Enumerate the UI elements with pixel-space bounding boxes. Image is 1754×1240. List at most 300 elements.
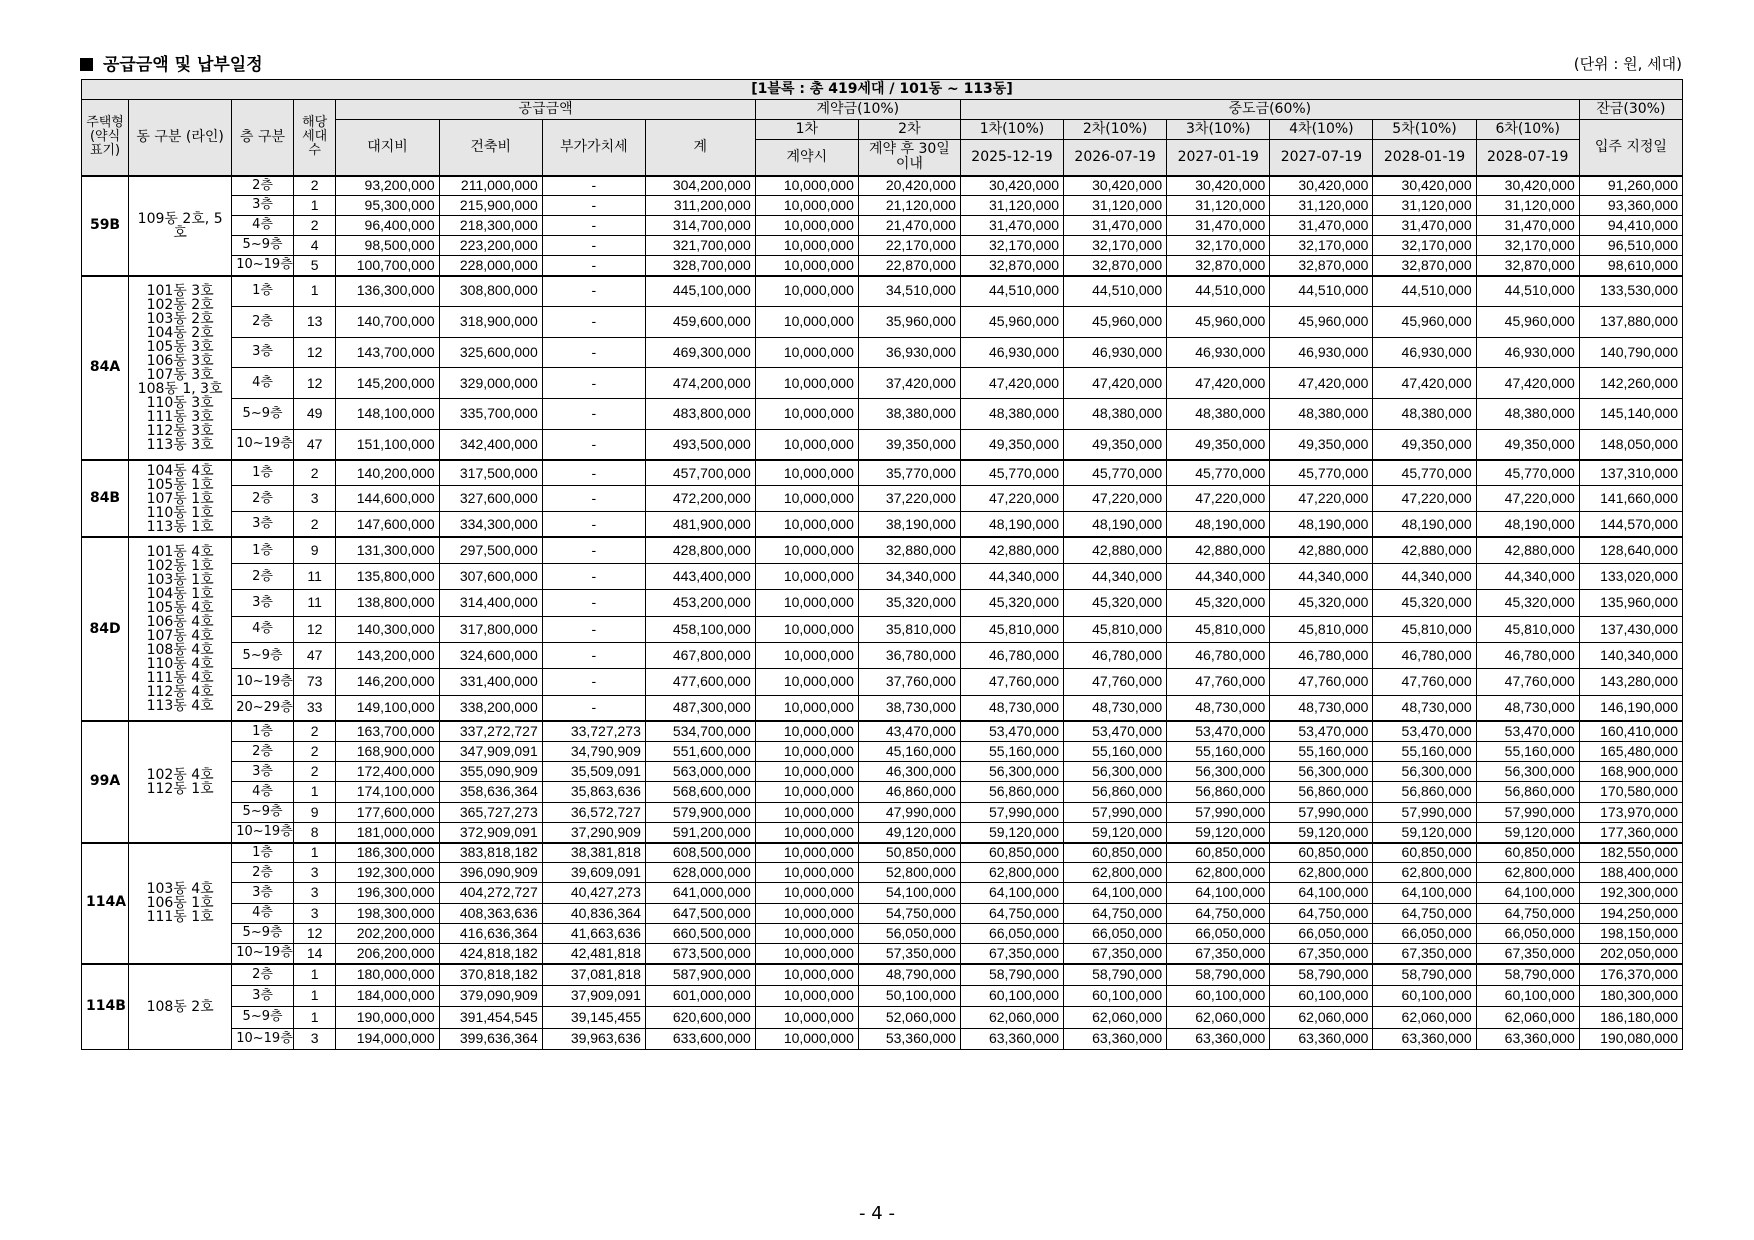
vat-cell: 37,081,818 — [542, 964, 645, 986]
vat-cell: - — [542, 429, 645, 460]
land-cell: 93,200,000 — [336, 176, 439, 196]
vat-cell: 42,481,818 — [542, 943, 645, 963]
floor-cell: 10~19층 — [232, 429, 294, 460]
table-row — [82, 176, 1683, 196]
table-row — [82, 643, 1683, 669]
middle-payment-cell: 46,780,000 — [1167, 643, 1270, 669]
middle-payment-cell: 47,420,000 — [1064, 368, 1167, 399]
contract-1-cell: 10,000,000 — [755, 903, 858, 923]
floor-cell: 1층 — [232, 721, 294, 741]
total-cell: 472,200,000 — [645, 486, 755, 512]
households-cell: 12 — [293, 337, 336, 368]
floor-cell: 2층 — [232, 486, 294, 512]
contract-1-cell: 10,000,000 — [755, 943, 858, 963]
dong-line: 106동 3호 — [146, 352, 214, 369]
header-middle-3: 3차(10%) — [1167, 120, 1270, 140]
total-cell: 591,200,000 — [645, 822, 755, 842]
dong-line: 104동 2호 — [146, 324, 214, 341]
middle-payment-cell: 58,790,000 — [1373, 964, 1476, 986]
floor-cell: 10~19층 — [232, 669, 294, 695]
contract-1-cell: 10,000,000 — [755, 399, 858, 430]
table-row — [82, 1028, 1683, 1050]
households-cell: 2 — [293, 742, 336, 762]
land-cell: 202,200,000 — [336, 923, 439, 943]
total-cell: 579,900,000 — [645, 802, 755, 822]
floor-cell: 4층 — [232, 216, 294, 236]
total-cell: 601,000,000 — [645, 985, 755, 1007]
middle-payment-cell: 46,930,000 — [1476, 337, 1579, 368]
middle-payment-cell: 42,880,000 — [1476, 537, 1579, 563]
vat-cell: 37,290,909 — [542, 822, 645, 842]
floor-cell: 4층 — [232, 782, 294, 802]
building-cell: 342,400,000 — [439, 429, 542, 460]
dong-line: 110동 4호 — [146, 656, 214, 673]
middle-payment-cell: 48,380,000 — [1373, 399, 1476, 430]
total-cell: 304,200,000 — [645, 176, 755, 196]
land-cell: 143,700,000 — [336, 337, 439, 368]
households-cell: 1 — [293, 843, 336, 863]
total-cell: 620,600,000 — [645, 1007, 755, 1029]
floor-cell: 2층 — [232, 176, 294, 196]
floor-cell: 10~19층 — [232, 256, 294, 276]
contract-1-cell: 10,000,000 — [755, 964, 858, 986]
building-cell: 307,600,000 — [439, 564, 542, 590]
contract-1-cell: 10,000,000 — [755, 985, 858, 1007]
middle-payment-cell: 56,860,000 — [1476, 782, 1579, 802]
middle-payment-cell: 53,470,000 — [1476, 721, 1579, 741]
balance-cell: 160,410,000 — [1579, 721, 1682, 741]
middle-payment-cell: 45,320,000 — [1167, 590, 1270, 616]
middle-payment-cell: 46,930,000 — [960, 337, 1063, 368]
middle-payment-cell: 64,100,000 — [1373, 883, 1476, 903]
vat-cell: - — [542, 537, 645, 563]
contract-2-cell: 46,300,000 — [858, 762, 960, 782]
middle-payment-cell: 31,120,000 — [1373, 196, 1476, 216]
contract-1-cell: 10,000,000 — [755, 762, 858, 782]
floor-cell: 20~29층 — [232, 695, 294, 721]
total-cell: 469,300,000 — [645, 337, 755, 368]
households-cell: 12 — [293, 616, 336, 642]
middle-payment-cell: 55,160,000 — [960, 742, 1063, 762]
balance-cell: 194,250,000 — [1579, 903, 1682, 923]
middle-payment-cell: 46,930,000 — [1270, 337, 1373, 368]
table-row — [82, 1007, 1683, 1029]
vat-cell: - — [542, 256, 645, 276]
balance-cell: 180,300,000 — [1579, 985, 1682, 1007]
dong-line: 108동 4호 — [146, 642, 214, 659]
middle-payment-cell: 48,190,000 — [1167, 512, 1270, 538]
floor-cell: 3층 — [232, 512, 294, 538]
middle-payment-cell: 31,120,000 — [1270, 196, 1373, 216]
building-cell: 211,000,000 — [439, 176, 542, 196]
middle-payment-cell: 57,990,000 — [1476, 802, 1579, 822]
total-cell: 481,900,000 — [645, 512, 755, 538]
contract-1-cell: 10,000,000 — [755, 1028, 858, 1050]
building-cell: 379,090,909 — [439, 985, 542, 1007]
table-row — [82, 429, 1683, 460]
households-cell: 2 — [293, 216, 336, 236]
middle-payment-cell: 63,360,000 — [1064, 1028, 1167, 1050]
balance-cell: 186,180,000 — [1579, 1007, 1682, 1029]
middle-payment-cell: 47,760,000 — [1064, 669, 1167, 695]
middle-payment-cell: 47,760,000 — [960, 669, 1063, 695]
middle-payment-cell: 45,810,000 — [1373, 616, 1476, 642]
table-row — [82, 742, 1683, 762]
contract-1-cell: 10,000,000 — [755, 196, 858, 216]
contract-1-cell: 10,000,000 — [755, 306, 858, 337]
building-cell: 337,272,727 — [439, 721, 542, 741]
balance-cell: 177,360,000 — [1579, 822, 1682, 842]
building-cell: 297,500,000 — [439, 537, 542, 563]
dong-lines-cell — [129, 460, 232, 537]
middle-payment-cell: 62,060,000 — [960, 1007, 1063, 1029]
contract-2-cell: 38,380,000 — [858, 399, 960, 430]
dong-lines-cell — [129, 537, 232, 721]
middle-payment-cell: 60,850,000 — [1270, 843, 1373, 863]
header-middle-4-date: 2027-07-19 — [1270, 140, 1373, 176]
households-cell: 2 — [293, 176, 336, 196]
middle-payment-cell: 63,360,000 — [960, 1028, 1063, 1050]
middle-payment-cell: 57,990,000 — [960, 802, 1063, 822]
middle-payment-cell: 49,350,000 — [1373, 429, 1476, 460]
middle-payment-cell: 56,300,000 — [1167, 762, 1270, 782]
dong-line: 105동 4호 — [146, 600, 214, 617]
middle-payment-cell: 44,510,000 — [1373, 276, 1476, 307]
middle-payment-cell: 46,780,000 — [1476, 643, 1579, 669]
building-cell: 391,454,545 — [439, 1007, 542, 1029]
middle-payment-cell: 46,780,000 — [1270, 643, 1373, 669]
dong-line: 102동 1호 — [146, 558, 214, 575]
middle-payment-cell: 53,470,000 — [1270, 721, 1373, 741]
total-cell: 314,700,000 — [645, 216, 755, 236]
floor-cell: 2층 — [232, 564, 294, 590]
contract-2-cell: 39,350,000 — [858, 429, 960, 460]
middle-payment-cell: 46,930,000 — [1167, 337, 1270, 368]
households-cell: 5 — [293, 256, 336, 276]
total-cell: 628,000,000 — [645, 863, 755, 883]
middle-payment-cell: 32,870,000 — [960, 256, 1063, 276]
header-dong: 동 구분 (라인) — [129, 100, 232, 176]
floor-cell: 3층 — [232, 762, 294, 782]
header-total: 계 — [645, 120, 755, 176]
middle-payment-cell: 62,060,000 — [1476, 1007, 1579, 1029]
type-cell: 99A — [82, 721, 129, 842]
middle-payment-cell: 46,930,000 — [1373, 337, 1476, 368]
contract-1-cell: 10,000,000 — [755, 256, 858, 276]
vat-cell: 35,509,091 — [542, 762, 645, 782]
middle-payment-cell: 62,800,000 — [1270, 863, 1373, 883]
middle-payment-cell: 45,810,000 — [1270, 616, 1373, 642]
middle-payment-cell: 59,120,000 — [960, 822, 1063, 842]
balance-cell: 202,050,000 — [1579, 943, 1682, 963]
contract-2-cell: 45,160,000 — [858, 742, 960, 762]
middle-payment-cell: 62,800,000 — [1064, 863, 1167, 883]
floor-cell: 4층 — [232, 368, 294, 399]
balance-cell: 143,280,000 — [1579, 669, 1682, 695]
type-cell: 84B — [82, 460, 129, 537]
middle-payment-cell: 47,420,000 — [1476, 368, 1579, 399]
table-row — [82, 564, 1683, 590]
table-row — [82, 822, 1683, 842]
unit-note: (단위 : 원, 세대) — [1573, 55, 1682, 73]
vat-cell: - — [542, 196, 645, 216]
middle-payment-cell: 31,470,000 — [1167, 216, 1270, 236]
vat-cell: - — [542, 460, 645, 486]
dong-line: 105동 1호 — [146, 476, 214, 493]
middle-payment-cell: 42,880,000 — [1167, 537, 1270, 563]
middle-payment-cell: 31,120,000 — [1476, 196, 1579, 216]
building-cell: 324,600,000 — [439, 643, 542, 669]
floor-cell: 4층 — [232, 616, 294, 642]
middle-payment-cell: 66,050,000 — [1064, 923, 1167, 943]
middle-payment-cell: 47,760,000 — [1167, 669, 1270, 695]
dong-line: 109동 2호, 5호 — [137, 210, 223, 241]
block-title: [1블록 : 총 419세대 / 101동 ~ 113동] — [82, 80, 1683, 100]
building-cell: 215,900,000 — [439, 196, 542, 216]
balance-cell: 137,430,000 — [1579, 616, 1682, 642]
households-cell: 1 — [293, 782, 336, 802]
middle-payment-cell: 30,420,000 — [1270, 176, 1373, 196]
land-cell: 174,100,000 — [336, 782, 439, 802]
page-number: - 4 - — [859, 1203, 895, 1224]
middle-payment-cell: 47,760,000 — [1373, 669, 1476, 695]
total-cell: 673,500,000 — [645, 943, 755, 963]
households-cell: 2 — [293, 512, 336, 538]
middle-payment-cell: 64,100,000 — [1270, 883, 1373, 903]
middle-payment-cell: 45,320,000 — [1270, 590, 1373, 616]
total-cell: 483,800,000 — [645, 399, 755, 430]
balance-cell: 135,960,000 — [1579, 590, 1682, 616]
middle-payment-cell: 44,510,000 — [1270, 276, 1373, 307]
vat-cell: 33,727,273 — [542, 721, 645, 741]
header-middle: 중도금(60%) — [960, 100, 1579, 120]
contract-2-cell: 35,320,000 — [858, 590, 960, 616]
floor-cell: 5~9층 — [232, 236, 294, 256]
land-cell: 206,200,000 — [336, 943, 439, 963]
balance-cell: 165,480,000 — [1579, 742, 1682, 762]
total-cell: 660,500,000 — [645, 923, 755, 943]
middle-payment-cell: 45,320,000 — [960, 590, 1063, 616]
middle-payment-cell: 30,420,000 — [1167, 176, 1270, 196]
contract-1-cell: 10,000,000 — [755, 236, 858, 256]
middle-payment-cell: 44,340,000 — [1270, 564, 1373, 590]
vat-cell: - — [542, 695, 645, 721]
building-cell: 228,000,000 — [439, 256, 542, 276]
middle-payment-cell: 60,100,000 — [960, 985, 1063, 1007]
building-cell: 308,800,000 — [439, 276, 542, 307]
land-cell: 138,800,000 — [336, 590, 439, 616]
type-cell: 114B — [82, 964, 129, 1050]
vat-cell: 35,863,636 — [542, 782, 645, 802]
contract-2-cell: 43,470,000 — [858, 721, 960, 741]
balance-cell: 192,300,000 — [1579, 883, 1682, 903]
vat-cell: 34,790,909 — [542, 742, 645, 762]
middle-payment-cell: 60,100,000 — [1270, 985, 1373, 1007]
contract-2-cell: 22,170,000 — [858, 236, 960, 256]
contract-2-cell: 34,510,000 — [858, 276, 960, 307]
land-cell: 180,000,000 — [336, 964, 439, 986]
table-row — [82, 923, 1683, 943]
middle-payment-cell: 55,160,000 — [1476, 742, 1579, 762]
floor-cell: 10~19층 — [232, 822, 294, 842]
households-cell: 13 — [293, 306, 336, 337]
middle-payment-cell: 48,190,000 — [1373, 512, 1476, 538]
total-cell: 551,600,000 — [645, 742, 755, 762]
contract-1-cell: 10,000,000 — [755, 486, 858, 512]
dong-line: 111동 1호 — [146, 909, 214, 926]
table-row — [82, 256, 1683, 276]
table-row — [82, 843, 1683, 863]
middle-payment-cell: 49,350,000 — [1476, 429, 1579, 460]
middle-payment-cell: 59,120,000 — [1270, 822, 1373, 842]
middle-payment-cell: 62,060,000 — [1167, 1007, 1270, 1029]
middle-payment-cell: 32,870,000 — [1167, 256, 1270, 276]
middle-payment-cell: 63,360,000 — [1476, 1028, 1579, 1050]
middle-payment-cell: 45,770,000 — [960, 460, 1063, 486]
balance-cell: 94,410,000 — [1579, 216, 1682, 236]
header-building: 건축비 — [439, 120, 542, 176]
middle-payment-cell: 45,960,000 — [1373, 306, 1476, 337]
dong-line: 113동 3호 — [146, 436, 214, 453]
middle-payment-cell: 49,350,000 — [1167, 429, 1270, 460]
balance-cell: 137,880,000 — [1579, 306, 1682, 337]
vat-cell: 39,963,636 — [542, 1028, 645, 1050]
middle-payment-cell: 32,170,000 — [1167, 236, 1270, 256]
header-middle-5: 5차(10%) — [1373, 120, 1476, 140]
middle-payment-cell: 58,790,000 — [1167, 964, 1270, 986]
middle-payment-cell: 48,380,000 — [1167, 399, 1270, 430]
middle-payment-cell: 56,860,000 — [1064, 782, 1167, 802]
contract-2-cell: 56,050,000 — [858, 923, 960, 943]
middle-payment-cell: 32,870,000 — [1270, 256, 1373, 276]
middle-payment-cell: 63,360,000 — [1167, 1028, 1270, 1050]
middle-payment-cell: 47,220,000 — [1064, 486, 1167, 512]
balance-cell: 188,400,000 — [1579, 863, 1682, 883]
contract-2-cell: 52,800,000 — [858, 863, 960, 883]
middle-payment-cell: 31,470,000 — [1064, 216, 1167, 236]
middle-payment-cell: 67,350,000 — [1064, 943, 1167, 963]
middle-payment-cell: 47,220,000 — [1270, 486, 1373, 512]
contract-2-cell: 47,990,000 — [858, 802, 960, 822]
middle-payment-cell: 45,770,000 — [1270, 460, 1373, 486]
middle-payment-cell: 31,470,000 — [960, 216, 1063, 236]
contract-2-cell: 36,780,000 — [858, 643, 960, 669]
balance-cell: 170,580,000 — [1579, 782, 1682, 802]
vat-cell: - — [542, 643, 645, 669]
total-cell: 563,000,000 — [645, 762, 755, 782]
middle-payment-cell: 67,350,000 — [1270, 943, 1373, 963]
middle-payment-cell: 46,780,000 — [960, 643, 1063, 669]
dong-line: 110동 3호 — [146, 394, 214, 411]
building-cell: 218,300,000 — [439, 216, 542, 236]
vat-cell: - — [542, 616, 645, 642]
balance-cell: 140,340,000 — [1579, 643, 1682, 669]
middle-payment-cell: 31,120,000 — [1064, 196, 1167, 216]
middle-payment-cell: 48,380,000 — [1476, 399, 1579, 430]
building-cell: 338,200,000 — [439, 695, 542, 721]
middle-payment-cell: 44,340,000 — [1064, 564, 1167, 590]
building-cell: 327,600,000 — [439, 486, 542, 512]
middle-payment-cell: 64,750,000 — [1064, 903, 1167, 923]
dong-line: 106동 1호 — [146, 895, 214, 912]
vat-cell: - — [542, 669, 645, 695]
land-cell: 100,700,000 — [336, 256, 439, 276]
middle-payment-cell: 47,420,000 — [1167, 368, 1270, 399]
middle-payment-cell: 32,170,000 — [1476, 236, 1579, 256]
balance-cell: 140,790,000 — [1579, 337, 1682, 368]
households-cell: 2 — [293, 721, 336, 741]
middle-payment-cell: 32,170,000 — [1064, 236, 1167, 256]
land-cell: 136,300,000 — [336, 276, 439, 307]
table-row — [82, 460, 1683, 486]
households-cell: 47 — [293, 643, 336, 669]
land-cell: 177,600,000 — [336, 802, 439, 822]
dong-line: 101동 3호 — [146, 282, 214, 299]
contract-1-cell: 10,000,000 — [755, 883, 858, 903]
middle-payment-cell: 48,380,000 — [960, 399, 1063, 430]
middle-payment-cell: 62,800,000 — [1373, 863, 1476, 883]
middle-payment-cell: 60,100,000 — [1064, 985, 1167, 1007]
middle-payment-cell: 47,420,000 — [1270, 368, 1373, 399]
table-row — [82, 399, 1683, 430]
contract-2-cell: 34,340,000 — [858, 564, 960, 590]
total-cell: 641,000,000 — [645, 883, 755, 903]
floor-cell: 4층 — [232, 903, 294, 923]
middle-payment-cell: 60,100,000 — [1476, 985, 1579, 1007]
middle-payment-cell: 31,470,000 — [1373, 216, 1476, 236]
balance-cell: 198,150,000 — [1579, 923, 1682, 943]
floor-cell: 3층 — [232, 337, 294, 368]
land-cell: 181,000,000 — [336, 822, 439, 842]
header-contract-2-when: 계약 후 30일 이내 — [858, 140, 960, 176]
floor-cell: 2층 — [232, 306, 294, 337]
households-cell: 73 — [293, 669, 336, 695]
dong-line: 106동 4호 — [146, 614, 214, 631]
balance-cell: 144,570,000 — [1579, 512, 1682, 538]
table-row — [82, 337, 1683, 368]
middle-payment-cell: 48,380,000 — [1064, 399, 1167, 430]
building-cell: 318,900,000 — [439, 306, 542, 337]
contract-1-cell: 10,000,000 — [755, 590, 858, 616]
middle-payment-cell: 45,960,000 — [1064, 306, 1167, 337]
middle-payment-cell: 32,170,000 — [1270, 236, 1373, 256]
contract-1-cell: 10,000,000 — [755, 564, 858, 590]
total-cell: 487,300,000 — [645, 695, 755, 721]
households-cell: 8 — [293, 822, 336, 842]
dong-line: 102동 2호 — [146, 296, 214, 313]
floor-cell: 1층 — [232, 276, 294, 307]
middle-payment-cell: 49,350,000 — [960, 429, 1063, 460]
middle-payment-cell: 31,120,000 — [960, 196, 1063, 216]
table-row — [82, 903, 1683, 923]
middle-payment-cell: 30,420,000 — [1373, 176, 1476, 196]
contract-2-cell: 38,730,000 — [858, 695, 960, 721]
middle-payment-cell: 45,770,000 — [1167, 460, 1270, 486]
vat-cell: - — [542, 236, 645, 256]
land-cell: 146,200,000 — [336, 669, 439, 695]
contract-1-cell: 10,000,000 — [755, 742, 858, 762]
contract-1-cell: 10,000,000 — [755, 822, 858, 842]
vat-cell: - — [542, 590, 645, 616]
middle-payment-cell: 45,770,000 — [1476, 460, 1579, 486]
middle-payment-cell: 67,350,000 — [1167, 943, 1270, 963]
total-cell: 587,900,000 — [645, 964, 755, 986]
contract-1-cell: 10,000,000 — [755, 276, 858, 307]
middle-payment-cell: 45,770,000 — [1064, 460, 1167, 486]
households-cell: 3 — [293, 863, 336, 883]
land-cell: 131,300,000 — [336, 537, 439, 563]
contract-2-cell: 48,790,000 — [858, 964, 960, 986]
